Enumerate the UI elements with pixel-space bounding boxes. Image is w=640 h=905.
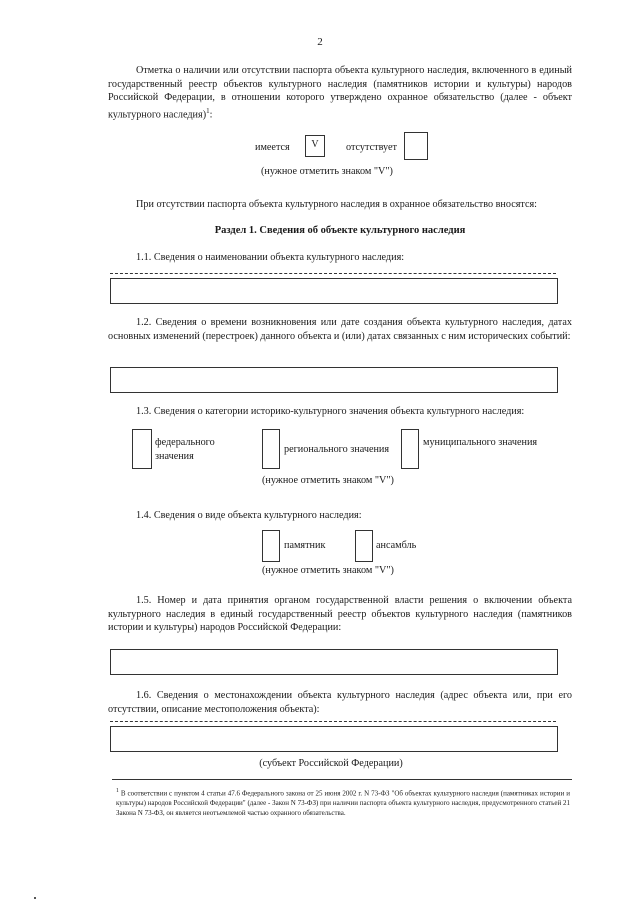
s1-5-field[interactable] [110,649,558,675]
s1-3-federal-checkbox[interactable] [132,429,152,469]
absent-note: При отсутствии паспорта объекта культурного наследия в охранное обязательство вносятся: [136,199,538,210]
scan-speck [34,897,36,899]
s1-3-hint: (нужное отметить знаком "V") [262,475,394,486]
s1-4-monument-label: памятник [284,540,326,551]
s1-3-regional-label: регионального значения [284,444,390,455]
intro-tail: : [209,109,213,121]
footnote-ref: 1 [206,106,210,115]
s1-1-field[interactable] [110,278,558,304]
page-number: 2 [317,36,323,48]
s1-6-field-guide [110,721,556,722]
s1-5-label: 1.5. Номер и дата принятия органом государственной власти решения о включении объекта культурного наследия в единый государственный реестр объектов культурного наследия (памятников истории и культуры) народов Российской Федерации: [108,595,572,634]
footnote-mark: 1 [116,788,119,794]
intro-text: Отметка о наличии или отсутствии паспорта объекта культурного наследия, включенного в единый государственный реестр объектов культурного наследия (памятников истории и культуры) народов Российской Федерации, в отношении которого утверждено охранное обязательство (далее - объект культурного наследия) [108,65,572,121]
s1-1-label: 1.1. Сведения о наименовании объекта культурного наследия: [136,252,405,263]
passport-has-label: имеется [255,142,290,153]
s1-6-caption: (субъект Российской Федерации) [259,758,403,769]
s1-4-ensemble-label: ансамбль [376,540,417,551]
passport-absent-label: отсутствует [346,142,397,153]
s1-3-municipal-label: муниципального значения [423,437,538,448]
footnote-text: В соответствии с пунктом 4 статьи 47.6 Федерального закона от 25 июня 2002 г. N 73-ФЗ "Об объектах культурного наследия (памятниках истории и культуры) народов Российской Федерации" (далее - Закон N 73-ФЗ) при наличии паспорта объекта культурного наследия, предусмотренного статьей 21 Закона N 73-ФЗ, он является неотъемлемой частью охранного обязательства. [116,789,571,818]
s1-3-label: 1.3. Сведения о категории историко-культурного значения объекта культурного наследия: [136,406,525,417]
s1-1-field-guide [110,273,556,274]
passport-absent-checkbox[interactable] [404,132,428,160]
s1-4-monument-checkbox[interactable] [262,530,280,562]
s1-3-municipal-checkbox[interactable] [401,429,419,469]
section-title: Раздел 1. Сведения об объекте культурного наследия [214,225,466,236]
s1-2-label: 1.2. Сведения о времени возникновения или дате создания объекта культурного наследия, датах основных изменений (перестроек) данного объекта и (или) датах связанных с ним исторических событий: [108,317,572,342]
passport-has-checkbox[interactable]: V [305,135,325,157]
s1-4-label: 1.4. Сведения о виде объекта культурного наследия: [136,510,362,521]
intro-paragraph [108,64,572,122]
s1-6-label: 1.6. Сведения о местонахождении объекта культурного наследия (адрес объекта или, при его отсутствии, описание местоположения объекта): [108,690,572,715]
s1-4-hint: (нужное отметить знаком "V") [262,565,394,576]
s1-6-field[interactable] [110,726,558,752]
s1-3-regional-checkbox[interactable] [262,429,280,469]
footnote [116,786,570,818]
s1-2-field[interactable] [110,367,558,393]
footnote-rule [112,779,572,780]
s1-3-federal-label: федерального значения [155,437,215,462]
passport-hint: (нужное отметить знаком "V") [261,166,393,177]
s1-4-ensemble-checkbox[interactable] [355,530,373,562]
